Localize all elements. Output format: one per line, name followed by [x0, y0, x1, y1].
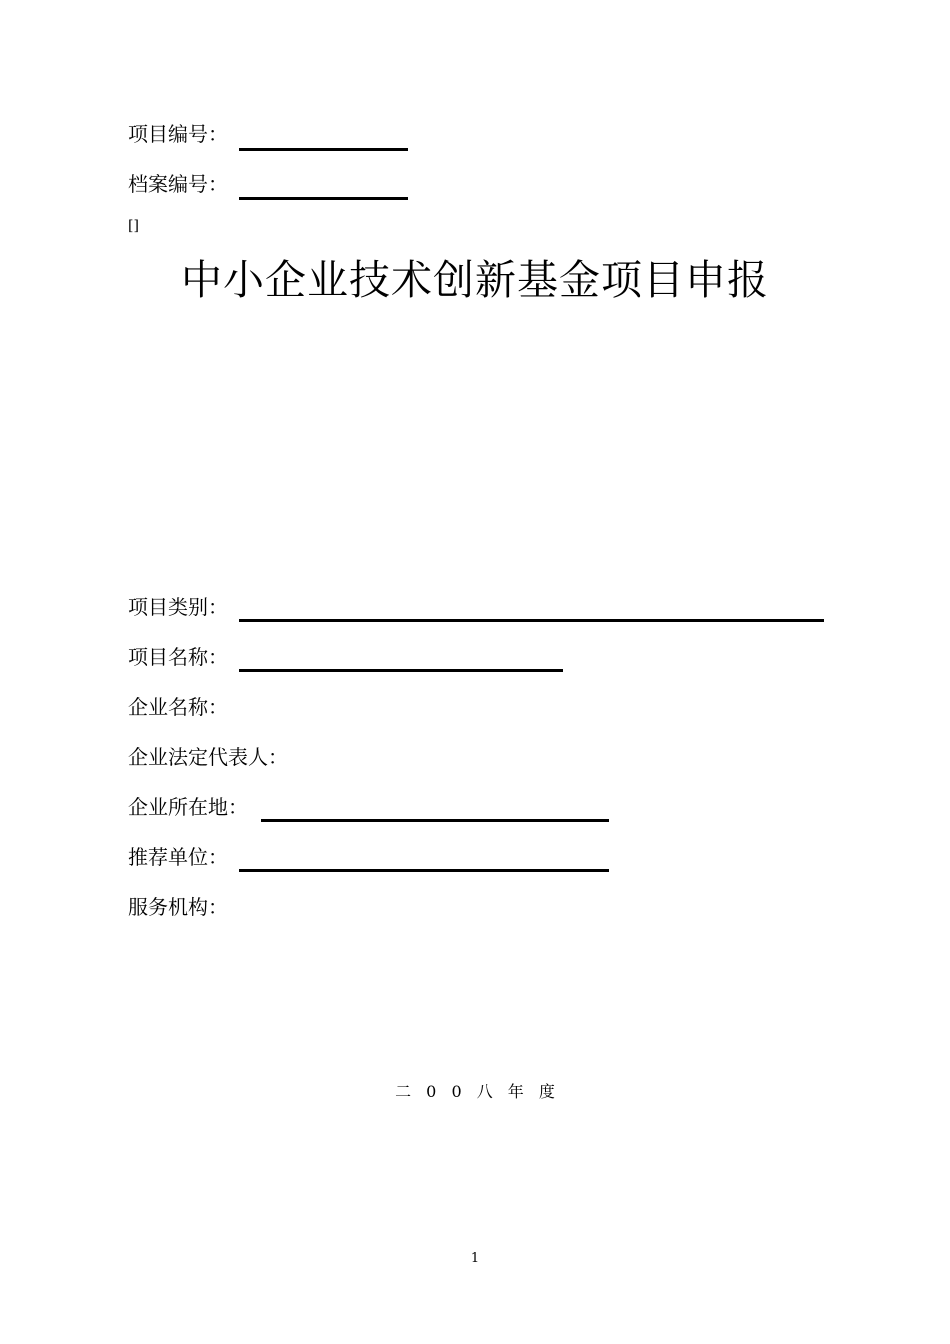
year-line: 二 0 0 八 年 度	[395, 1082, 555, 1101]
company-location-blank	[261, 819, 609, 822]
recommending-unit-label: 推荐单位：	[128, 845, 228, 869]
company-name-label: 企业名称：	[128, 695, 228, 719]
archive-number-blank	[239, 197, 408, 200]
project-name-blank	[239, 669, 563, 672]
project-number-label: 项目编号：	[128, 122, 228, 146]
service-agency-label: 服务机构：	[128, 895, 228, 919]
legal-representative-label: 企业法定代表人：	[128, 745, 288, 769]
project-name-label: 项目名称：	[128, 645, 228, 669]
archive-number-label: 档案编号：	[128, 172, 228, 196]
page-number: 1	[470, 1251, 480, 1266]
document-title: 中小企业技术创新基金项目申报	[181, 256, 769, 304]
project-number-blank	[239, 148, 408, 151]
project-category-label: 项目类别：	[128, 595, 228, 619]
placeholder-marker: []	[128, 218, 139, 234]
project-category-blank	[239, 619, 824, 622]
recommending-unit-blank	[239, 869, 609, 872]
company-location-label: 企业所在地：	[128, 795, 248, 819]
